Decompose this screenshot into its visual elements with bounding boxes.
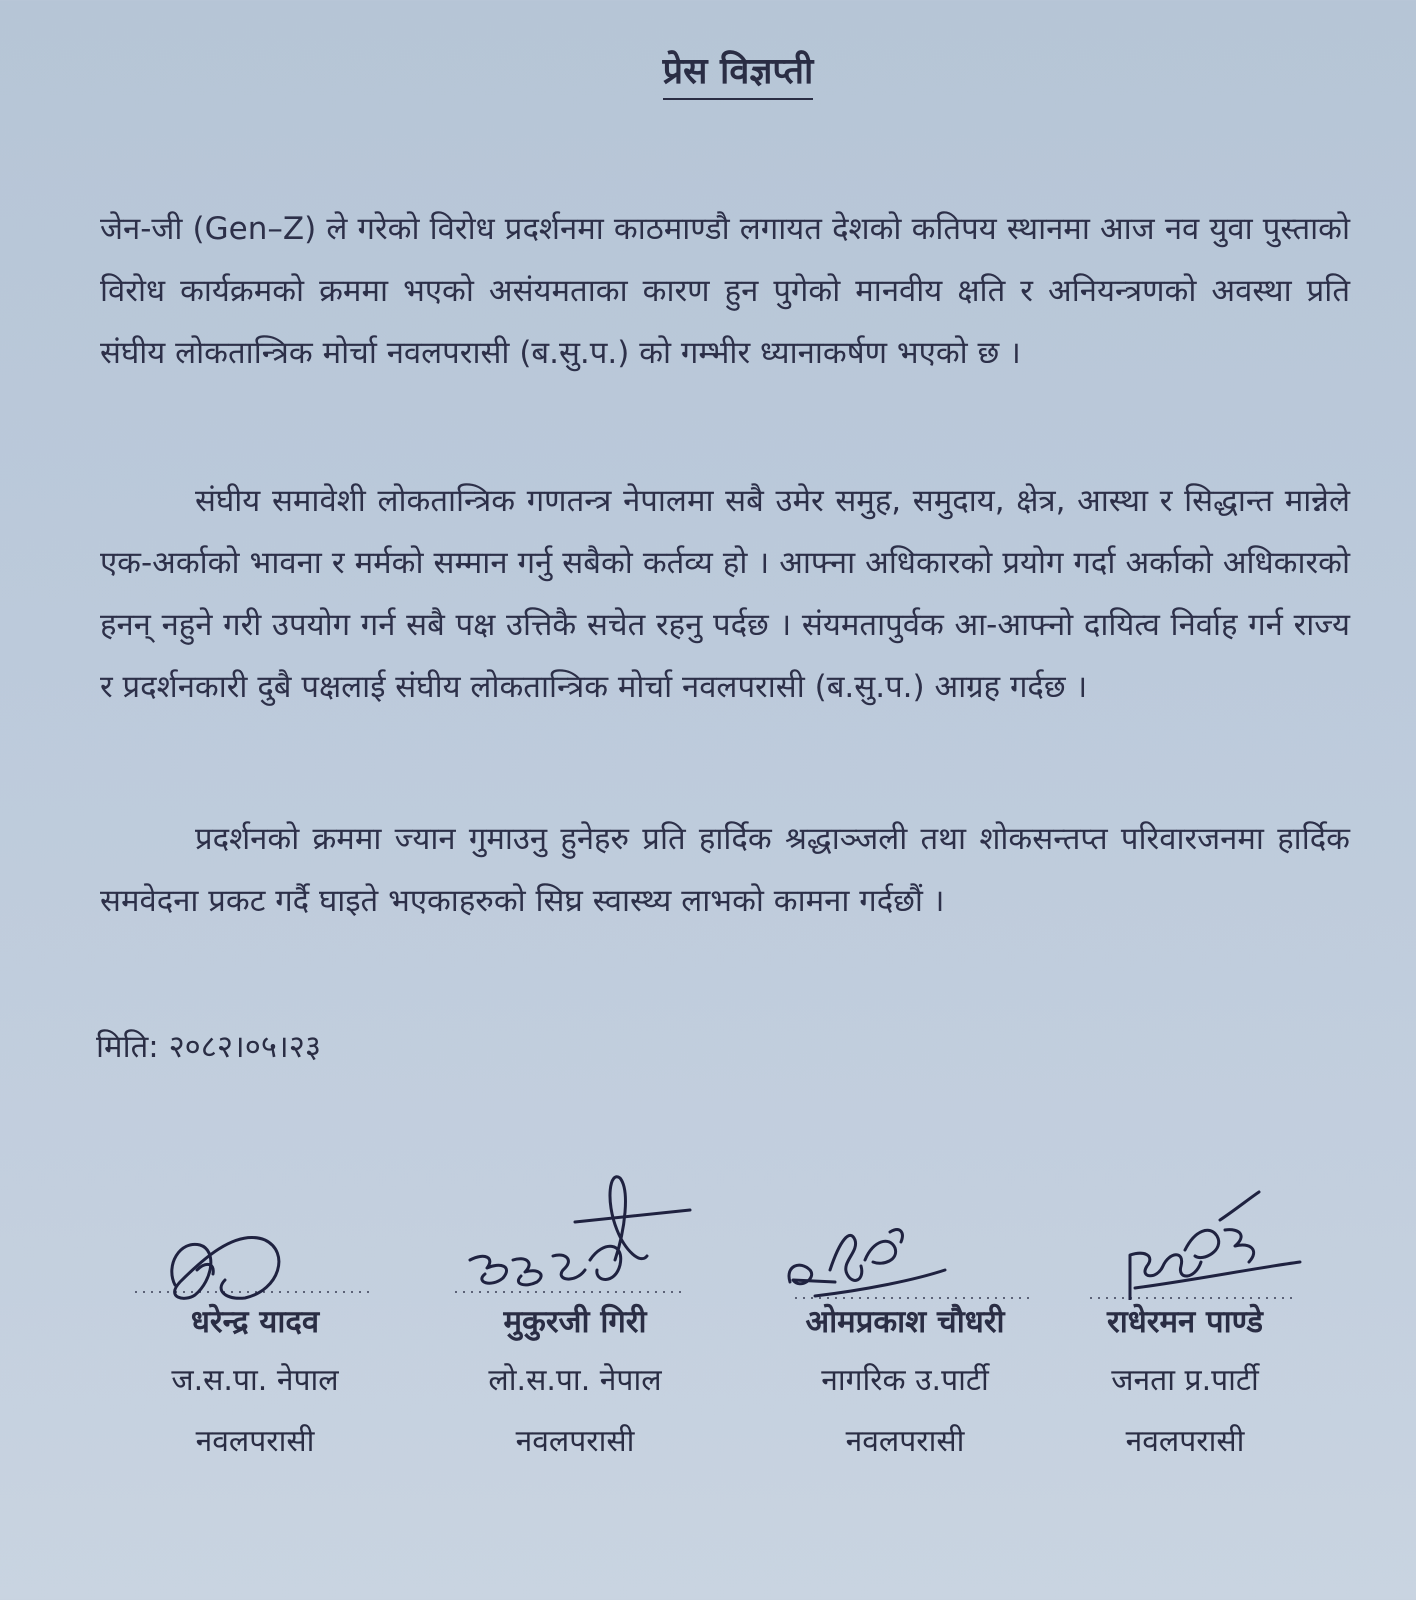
paragraph-2: संघीय समावेशी लोकतान्त्रिक गणतन्त्र नेपालमा सबै उमेर समुह, समुदाय, क्षेत्र, आस्था र सिद्धान्त मान्नेले एक-अर्काको भावना र मर्मको सम्मान गर्नु सबैको कर्तव्य हो । आफ्ना अधिकारको प्रयोग गर्दा अर्काको अधिकारको हनन् नहुने गरी उपयोग गर्न सबै पक्ष उत्तिकै सचेत रहनु पर्दछ । संयमतापुर्वक आ-आफ्नो दायित्व निर्वाह गर्न राज्य र प्रदर्शनकारी दुबै पक्षलाई संघीय लोकतान्त्रिक मोर्चा नवलपरासी (ब.सु.प.) आग्रह गर्दछ । bbox=[100, 483, 1350, 705]
signatory-4-name: राधेरमन पाण्डे bbox=[1107, 1304, 1263, 1340]
document-title bbox=[0, 45, 1416, 94]
signatory-1-name: धरेन्द्र यादव bbox=[190, 1304, 320, 1340]
signatory-2 bbox=[425, 1170, 725, 1460]
signatory-1-party: ज.स.पा. नेपाल bbox=[171, 1363, 339, 1398]
paragraph-3: प्रदर्शनको क्रममा ज्यान गुमाउनु हुनेहरु प्रति हार्दिक श्रद्धाञ्जली तथा शोकसन्तप्त परिवारजनमा हार्दिक समवेदना प्रकट गर्दै घाइते भएकाहरुको सिघ्र स्वास्थ्य लाभको कामना गर्दछौं । bbox=[100, 821, 1350, 919]
signature-1 bbox=[105, 1170, 405, 1300]
signatory-3-name: ओमप्रकाश चौधरी bbox=[805, 1304, 1005, 1340]
paragraph-1: जेन-जी (Gen–Z) ले गरेको विरोध प्रदर्शनमा काठमाण्डौ लगायत देशको कतिपय स्थानमा आज नव युवा पुस्ताको विरोध कार्यक्रमको क्रममा भएको असंयमताका कारण हुन पुगेको मानवीय क्षति र अनियन्त्रणको अवस्था प्रति संघीय लोकतान्त्रिक मोर्चा नवलपरासी (ब.सु.प.) को गम्भीर ध्यानाकर्षण भएको छ । bbox=[100, 211, 1350, 371]
signature-2 bbox=[425, 1170, 725, 1300]
signatory-2-party: लो.स.पा. नेपाल bbox=[488, 1363, 662, 1398]
signatory-3 bbox=[755, 1170, 1055, 1460]
signatory-4-party: जनता प्र.पार्टी bbox=[1111, 1363, 1259, 1398]
signatory-1 bbox=[105, 1170, 405, 1460]
signatory-4 bbox=[1035, 1170, 1335, 1460]
document-date: मिति: २०८२।०५।२३ bbox=[96, 1029, 322, 1065]
signatory-4-place: नवलपरासी bbox=[1125, 1424, 1245, 1459]
signatory-2-place: नवलपरासी bbox=[515, 1424, 635, 1459]
signatory-2-name: मुकुरजी गिरी bbox=[503, 1304, 647, 1340]
signatory-3-place: नवलपरासी bbox=[845, 1424, 965, 1459]
signatory-1-place: नवलपरासी bbox=[195, 1424, 315, 1459]
signatory-3-party: नागरिक उ.पार्टी bbox=[821, 1363, 989, 1398]
title-text: प्रेस विज्ञप्ती bbox=[663, 51, 814, 100]
signature-4 bbox=[1035, 1170, 1335, 1300]
signature-3 bbox=[755, 1170, 1055, 1300]
